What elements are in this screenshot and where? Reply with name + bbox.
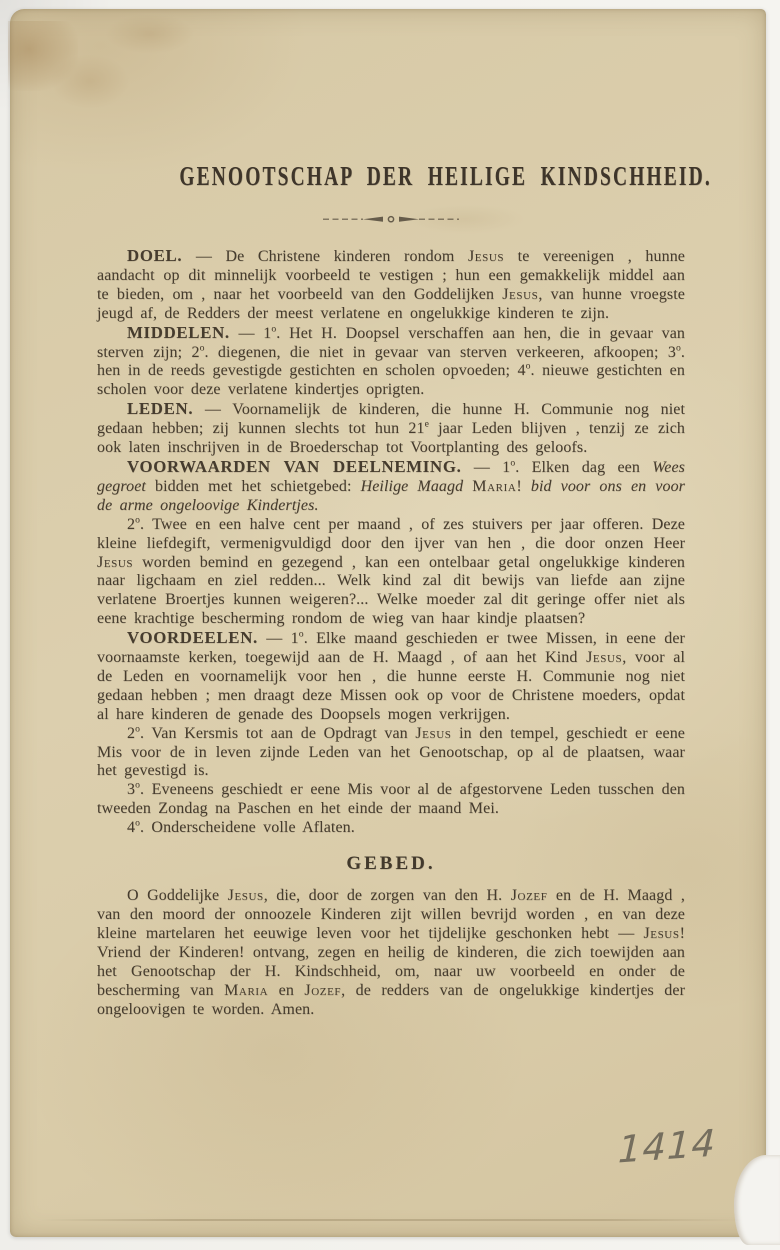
paragraph-prayer: O Goddelijke Jesus, die, door de zorgen van den H. Jozef en de H. Maagd , van den moord der onnoozele Kinderen zijt willen bevrijd worden , en van deze kleine martelaren het eeuwige leven voor het tijdelijke geschonken hebt — Jesus! Vriend der Kinderen! ontvang, zegen en heilig de kinderen, die zich toewijden aan het Genootschap der H. Kindschheid, om, naar uw voorbeeld en onder de bescherming van Maria en Jozef, de redders van de ongelukkige kindertjes der ongeloovigen te worden. Amen. bbox=[97, 887, 685, 1018]
page-title: GENOOTSCHAP DER HEILIGE KINDSCHHEID. bbox=[179, 161, 712, 191]
paragraph-voordeelen-4: 4$^o$. Onderscheidene volle Aflaten. bbox=[127, 817, 355, 837]
paragraph-voordeelen-3: 3$^o$. Eveneens geschiedt er eene Mis voor al de afgestorvene Leden tusschen den tweeden Zondag na Paschen en het einde der maand Mei. bbox=[97, 780, 685, 818]
ornament-divider-icon bbox=[321, 212, 461, 230]
handwritten-inventory-number: 1414 bbox=[617, 1121, 717, 1172]
paragraph-leden: LEDEN. — Voornamelijk de kinderen, die hunne H. Communie nog niet gedaan hebben; zij kunnen slechts tot hun 21e jaar Leden blijven , tenzij ze zich ook laten inschrijven in de Broederschap tot Voortplanting des geloofs. bbox=[97, 399, 685, 457]
paragraph-doel: DOEL. — De Christene kinderen rondom Jesus te vereenigen , hunne aandacht op dit minnelijk voorbeeld te vestigen ; hun een gemakkelijk middel aan te bieden, om , naar het voorbeeld van den Goddelijken Jesus, van hunne vroegste jeugd af, de Redders der meest verlatene en ongelukkige kinderen te zijn. bbox=[97, 246, 685, 322]
paragraph-voordeelen-2: 2$^o$. Van Kersmis tot aan de Opdragt van Jesus in den tempel, geschiedt er eene Mis voor de in leven zijnde Leden van het Genootschap, op al de plaatsen, waar het gevestigd is. bbox=[97, 723, 685, 780]
paragraph-voorwaarden-2: 2$^o$. Twee en een halve cent per maand , of zes stuivers per jaar offeren. Deze kleine liefdegift, vermenigvuldigd door den ijver van hen , die door onzen Heer Jesus worden bemind en gezegend , kan een ontelbaar getal ongelukkige kinderen naar ligchaam en ziel redden... Welk kind zal dit bewijs van liefde aan zijne verlatene Broertjes kunnen weigeren?... Welke moeder zal dit geringe offer niet als eene krachtige bescherming rondom de wieg van haar kindje plaatsen? bbox=[97, 514, 685, 628]
document-page bbox=[10, 9, 766, 1237]
paragraph-middelen: MIDDELEN. — 1$^o$. Het H. Doopsel verschaffen aan hen, die in gevaar van sterven zijn; 2$^o$. diegenen, die niet in gevaar van sterven verkeeren, afkoopen; 3$^o$. hen in de reeds gevestigde gestichten en scholen opvoeden; 4$^o$. nieuwe gestichten en scholen voor deze verlatene kindertjes oprigten. bbox=[97, 322, 685, 399]
gebed-heading: GEBED. bbox=[346, 853, 436, 875]
paper-edge-chip bbox=[734, 1155, 780, 1245]
paragraph-voordeelen: VOORDEELEN. — 1$^o$. Elke maand geschieden er twee Missen, in eene der voornaamste kerken, toegewijd aan de H. Maagd , of aan het Kind Jesus, voor al de Leden en voornamelijk voor hen , die hunne eerste H. Communie nog niet gedaan hebben ; men draagt deze Missen ook op voor de Christene moeders, opdat al hare kinderen de genade des Doopsels mogen verkrijgen. bbox=[97, 628, 685, 723]
printed-content bbox=[10, 9, 766, 1019]
paragraph-voorwaarden: VOORWAARDEN VAN DEELNEMING. — 1$^o$. Elken dag een Wees gegroet bidden met het schietgebed: Heilige Maagd Maria! bid voor ons en voor de arme ongeloovige Kindertjes. bbox=[97, 456, 685, 514]
